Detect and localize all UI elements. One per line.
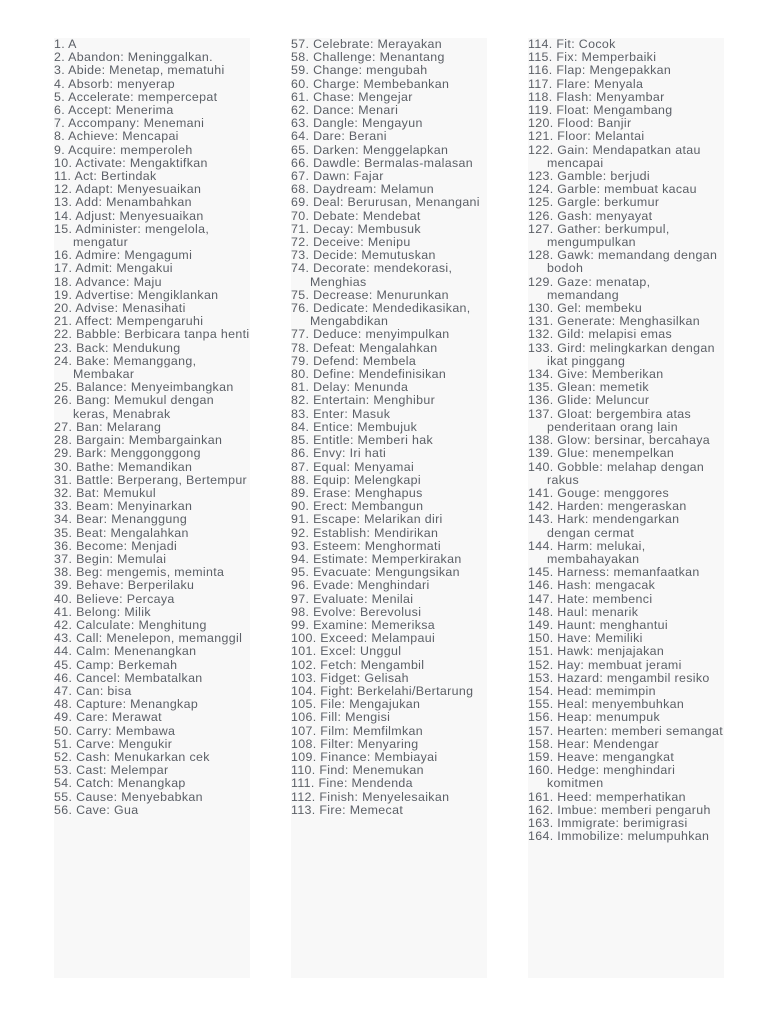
vocabulary-entry: 154. Head: memimpin xyxy=(528,683,656,698)
vocabulary-entry: 69. Deal: Berurusan, Menangani xyxy=(291,195,480,210)
vocabulary-entry: 43. Call: Menelepon, memanggil xyxy=(54,631,243,646)
vocabulary-entry: 16. Admire: Mengagumi xyxy=(54,248,193,263)
vocabulary-entry: 153. Hazard: mengambil resiko xyxy=(528,670,710,685)
vocabulary-entry: 70. Debate: Mendebat xyxy=(291,208,421,223)
vocabulary-entry: 126. Gash: menyayat xyxy=(528,208,653,223)
vocabulary-entry: 98. Evolve: Berevolusi xyxy=(291,604,422,619)
vocabulary-entry: 140. Gobble: melahap dengan rakus xyxy=(528,459,705,487)
vocabulary-entry: 97. Evaluate: Menilai xyxy=(291,591,414,606)
vocabulary-entry: 141. Gouge: menggores xyxy=(528,485,669,500)
vocabulary-entry: 142. Harden: mengeraskan xyxy=(528,499,687,514)
vocabulary-entry: 74. Decorate: mendekorasi, Menghias xyxy=(291,261,453,289)
vocabulary-entry: 54. Catch: Menangkap xyxy=(54,776,186,791)
vocabulary-entry: 148. Haul: menarik xyxy=(528,604,639,619)
vocabulary-entry: 160. Hedge: menghindari komitmen xyxy=(528,763,676,791)
vocabulary-column-3 xyxy=(528,38,724,978)
vocabulary-entry: 23. Back: Mendukung xyxy=(54,340,181,355)
vocabulary-entry: 18. Advance: Maju xyxy=(54,274,162,289)
vocabulary-entry: 106. Fill: Mengisi xyxy=(291,710,391,725)
vocabulary-entry: 90. Erect: Membangun xyxy=(291,499,424,514)
vocabulary-entry: 135. Glean: memetik xyxy=(528,380,649,395)
vocabulary-entry: 52. Cash: Menukarkan cek xyxy=(54,749,210,764)
vocabulary-entry: 14. Adjust: Menyesuaikan xyxy=(54,208,204,223)
vocabulary-entry: 30. Bathe: Memandikan xyxy=(54,459,193,474)
vocabulary-entry: 96. Evade: Menghindari xyxy=(291,578,430,593)
vocabulary-entry: 60. Charge: Membebankan xyxy=(291,76,450,91)
vocabulary-entry: 128. Gawk: memandang dengan bodoh xyxy=(528,248,718,276)
vocabulary-entry: 3. Abide: Menetap, mematuhi xyxy=(54,63,225,78)
vocabulary-entry: 127. Gather: berkumpul, mengumpulkan xyxy=(528,221,670,250)
vocabulary-entry: 77. Deduce: menyimpulkan xyxy=(291,327,450,342)
vocabulary-entry: 50. Carry: Membawa xyxy=(54,723,176,738)
vocabulary-entry: 103. Fidget: Gelisah xyxy=(291,670,409,685)
vocabulary-entry: 94. Estimate: Memperkirakan xyxy=(291,551,462,566)
vocabulary-entry: 38. Beg: mengemis, meminta xyxy=(54,565,225,580)
vocabulary-entry: 133. Gird: melingkarkan dengan ikat pinggang xyxy=(528,340,715,368)
vocabulary-entry: 151. Hawk: menjajakan xyxy=(528,644,665,659)
vocabulary-entry: 163. Immigrate: berimigrasi xyxy=(528,815,688,830)
vocabulary-entry: 114. Fit: Cocok xyxy=(528,37,616,51)
vocabulary-entry: 89. Erase: Menghapus xyxy=(291,485,423,500)
vocabulary-entry: 40. Believe: Percaya xyxy=(54,591,175,606)
vocabulary-entry: 31. Battle: Berperang, Bertempur xyxy=(54,472,248,487)
vocabulary-entry: 68. Daydream: Melamun xyxy=(291,182,435,197)
vocabulary-entry: 9. Acquire: memperoleh xyxy=(54,142,193,157)
vocabulary-entry: 67. Dawn: Fajar xyxy=(291,169,384,184)
vocabulary-entry: 119. Float: Mengambang xyxy=(528,103,673,118)
vocabulary-entry: 10. Activate: Mengaktifkan xyxy=(54,155,208,170)
vocabulary-entry: 19. Advertise: Mengiklankan xyxy=(54,287,219,302)
vocabulary-entry: 61. Chase: Mengejar xyxy=(291,89,413,104)
vocabulary-entry: 25. Balance: Menyeimbangkan xyxy=(54,380,234,395)
vocabulary-entry: 82. Entertain: Menghibur xyxy=(291,393,436,408)
vocabulary-entry: 66. Dawdle: Bermalas-malasan xyxy=(291,155,473,170)
vocabulary-column-1 xyxy=(54,38,250,978)
vocabulary-entry: 35. Beat: Mengalahkan xyxy=(54,525,189,540)
vocabulary-entry: 120. Flood: Banjir xyxy=(528,116,632,131)
vocabulary-entry: 95. Evacuate: Mengungsikan xyxy=(291,565,460,580)
vocabulary-entry: 20. Advise: Menasihati xyxy=(54,301,186,316)
vocabulary-entry: 134. Give: Memberikan xyxy=(528,367,664,382)
vocabulary-entry: 78. Defeat: Mengalahkan xyxy=(291,340,438,355)
vocabulary-entry: 59. Change: mengubah xyxy=(291,63,428,78)
vocabulary-entry: 113. Fire: Memecat xyxy=(291,802,404,817)
vocabulary-entry: 161. Heed: memperhatikan xyxy=(528,789,686,804)
vocabulary-entry: 149. Haunt: menghantui xyxy=(528,617,668,632)
vocabulary-entry: 64. Dare: Berani xyxy=(291,129,387,144)
vocabulary-entry: 79. Defend: Membela xyxy=(291,353,417,368)
vocabulary-entry: 32. Bat: Memukul xyxy=(54,485,157,500)
vocabulary-entry: 76. Dedicate: Mendedikasikan, Mengabdikan xyxy=(291,301,471,329)
vocabulary-entry: 49. Care: Merawat xyxy=(54,710,162,725)
vocabulary-entry: 143. Hark: mendengarkan dengan cermat xyxy=(528,512,680,540)
vocabulary-entry: 37. Begin: Memulai xyxy=(54,551,167,566)
vocabulary-entry: 84. Entice: Membujuk xyxy=(291,419,418,434)
vocabulary-entry: 28. Bargain: Membargainkan xyxy=(54,433,223,448)
vocabulary-entry: 117. Flare: Menyala xyxy=(528,76,644,91)
vocabulary-entry: 53. Cast: Melempar xyxy=(54,763,169,778)
vocabulary-entry: 91. Escape: Melarikan diri xyxy=(291,512,443,527)
vocabulary-entry: 146. Hash: mengacak xyxy=(528,578,656,593)
vocabulary-entry: 158. Hear: Mendengar xyxy=(528,736,659,751)
vocabulary-entry: 47. Can: bisa xyxy=(54,683,132,698)
vocabulary-entry: 45. Camp: Berkemah xyxy=(54,657,178,672)
vocabulary-entry: 29. Bark: Menggonggong xyxy=(54,446,201,461)
vocabulary-entry: 115. Fix: Memperbaiki xyxy=(528,50,657,65)
vocabulary-entry: 164. Immobilize: melumpuhkan xyxy=(528,829,710,844)
vocabulary-entry: 125. Gargle: berkumur xyxy=(528,195,660,210)
vocabulary-entry: 111. Fine: Mendenda xyxy=(291,776,413,791)
vocabulary-entry: 62. Dance: Menari xyxy=(291,103,399,118)
vocabulary-entry: 137. Gloat: bergembira atas penderitaan orang lain xyxy=(528,406,692,434)
vocabulary-entry: 107. Film: Memfilmkan xyxy=(291,723,423,738)
vocabulary-entry: 42. Calculate: Menghitung xyxy=(54,617,207,632)
vocabulary-entry: 17. Admit: Mengakui xyxy=(54,261,173,276)
vocabulary-entry: 75. Decrease: Menurunkan xyxy=(291,287,449,302)
vocabulary-entry: 159. Heave: mengangkat xyxy=(528,749,675,764)
vocabulary-entry: 150. Have: Memiliki xyxy=(528,631,643,646)
vocabulary-entry: 51. Carve: Mengukir xyxy=(54,736,173,751)
vocabulary-entry: 73. Decide: Memutuskan xyxy=(291,248,436,263)
vocabulary-entry: 48. Capture: Menangkap xyxy=(54,697,199,712)
vocabulary-entry: 33. Beam: Menyinarkan xyxy=(54,499,193,514)
vocabulary-entry: 15. Administer: mengelola, mengatur xyxy=(54,221,210,250)
vocabulary-entry: 80. Define: Mendefinisikan xyxy=(291,367,447,382)
vocabulary-entry: 41. Belong: Milik xyxy=(54,604,151,619)
vocabulary-entry: 101. Excel: Unggul xyxy=(291,644,402,659)
vocabulary-entry: 86. Envy: Iri hati xyxy=(291,446,387,461)
vocabulary-entry: 34. Bear: Menanggung xyxy=(54,512,188,527)
vocabulary-entry: 162. Imbue: memberi pengaruh xyxy=(528,802,711,817)
vocabulary-entry: 156. Heap: menumpuk xyxy=(528,710,661,725)
vocabulary-entry: 21. Affect: Mempengaruhi xyxy=(54,314,204,329)
vocabulary-entry: 99. Examine: Memeriksa xyxy=(291,617,436,632)
vocabulary-entry: 27. Ban: Melarang xyxy=(54,419,162,434)
vocabulary-entry: 6. Accept: Menerima xyxy=(54,103,174,118)
vocabulary-entry: 157. Hearten: memberi semangat xyxy=(528,723,724,738)
vocabulary-entry: 88. Equip: Melengkapi xyxy=(291,472,421,487)
vocabulary-entry: 100. Exceed: Melampaui xyxy=(291,631,436,646)
vocabulary-entry: 124. Garble: membuat kacau xyxy=(528,182,697,197)
vocabulary-entry: 26. Bang: Memukul dengan keras, Menabrak xyxy=(54,393,214,421)
vocabulary-entry: 63. Dangle: Mengayun xyxy=(291,116,423,131)
vocabulary-entry: 71. Decay: Membusuk xyxy=(291,221,421,236)
vocabulary-entry: 39. Behave: Berperilaku xyxy=(54,578,195,593)
vocabulary-column-2 xyxy=(291,38,487,978)
vocabulary-entry: 145. Harness: memanfaatkan xyxy=(528,565,700,580)
vocabulary-entry: 118. Flash: Menyambar xyxy=(528,89,665,104)
vocabulary-entry: 155. Heal: menyembuhkan xyxy=(528,697,685,712)
vocabulary-entry: 110. Find: Menemukan xyxy=(291,763,424,778)
vocabulary-entry: 56. Cave: Gua xyxy=(54,802,139,817)
vocabulary-entry: 57. Celebrate: Merayakan xyxy=(291,37,442,51)
vocabulary-entry: 123. Gamble: berjudi xyxy=(528,169,651,184)
vocabulary-entry: 5. Accelerate: mempercepat xyxy=(54,89,218,104)
vocabulary-entry: 92. Establish: Mendirikan xyxy=(291,525,439,540)
vocabulary-entry: 130. Gel: membeku xyxy=(528,301,643,316)
vocabulary-entry: 144. Harm: melukai, membahayakan xyxy=(528,538,646,566)
vocabulary-entry: 8. Achieve: Mencapai xyxy=(54,129,179,144)
vocabulary-entry: 87. Equal: Menyamai xyxy=(291,459,415,474)
vocabulary-entry: 7. Accompany: Menemani xyxy=(54,116,205,131)
vocabulary-entry: 112. Finish: Menyelesaikan xyxy=(291,789,450,804)
vocabulary-entry: 105. File: Mengajukan xyxy=(291,697,421,712)
vocabulary-entry: 12. Adapt: Menyesuaikan xyxy=(54,182,202,197)
vocabulary-entry: 24. Bake: Memanggang, Membakar xyxy=(54,353,197,382)
vocabulary-entry: 152. Hay: membuat jerami xyxy=(528,657,682,672)
vocabulary-entry: 4. Absorb: menyerap xyxy=(54,76,175,91)
vocabulary-entry: 85. Entitle: Memberi hak xyxy=(291,433,434,448)
vocabulary-entry: 46. Cancel: Membatalkan xyxy=(54,670,203,685)
vocabulary-entry: 36. Become: Menjadi xyxy=(54,538,178,553)
vocabulary-entry: 11. Act: Bertindak xyxy=(54,169,157,184)
vocabulary-entry: 55. Cause: Menyebabkan xyxy=(54,789,203,804)
vocabulary-entry: 65. Darken: Menggelapkan xyxy=(291,142,449,157)
vocabulary-entry: 72. Deceive: Menipu xyxy=(291,235,411,250)
vocabulary-entry: 138. Glow: bersinar, bercahaya xyxy=(528,433,711,448)
vocabulary-entry: 129. Gaze: menatap, memandang xyxy=(528,274,651,302)
vocabulary-entry: 108. Filter: Menyaring xyxy=(291,736,419,751)
vocabulary-entry: 58. Challenge: Menantang xyxy=(291,50,445,65)
vocabulary-entry: 1. A xyxy=(54,37,77,51)
vocabulary-entry: 22. Babble: Berbicara tanpa henti xyxy=(54,327,250,342)
vocabulary-entry: 102. Fetch: Mengambil xyxy=(291,657,425,672)
vocabulary-entry: 131. Generate: Menghasilkan xyxy=(528,314,701,329)
vocabulary-entry: 2. Abandon: Meninggalkan. xyxy=(54,50,213,65)
vocabulary-entry: 93. Esteem: Menghormati xyxy=(291,538,441,553)
vocabulary-entry: 136. Glide: Meluncur xyxy=(528,393,650,408)
vocabulary-entry: 13. Add: Menambahkan xyxy=(54,195,192,210)
vocabulary-entry: 147. Hate: membenci xyxy=(528,591,653,606)
vocabulary-entry: 132. Gild: melapisi emas xyxy=(528,327,673,342)
vocabulary-entry: 122. Gain: Mendapatkan atau mencapai xyxy=(528,142,701,170)
vocabulary-entry: 109. Finance: Membiayai xyxy=(291,749,438,764)
vocabulary-entry: 116. Flap: Mengepakkan xyxy=(528,63,672,78)
vocabulary-entry: 83. Enter: Masuk xyxy=(291,406,391,421)
vocabulary-entry: 139. Glue: menempelkan xyxy=(528,446,675,461)
vocabulary-entry: 104. Fight: Berkelahi/Bertarung xyxy=(291,683,474,698)
vocabulary-entry: 121. Floor: Melantai xyxy=(528,129,645,144)
vocabulary-entry: 81. Delay: Menunda xyxy=(291,380,409,395)
vocabulary-entry: 44. Calm: Menenangkan xyxy=(54,644,197,659)
